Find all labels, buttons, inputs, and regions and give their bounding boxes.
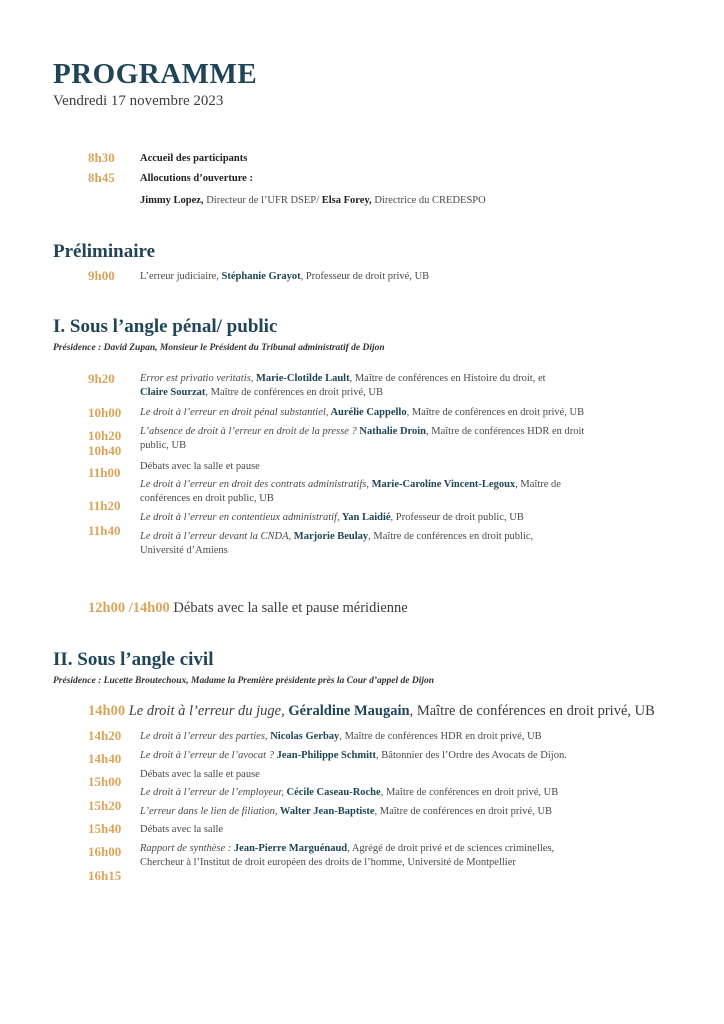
time-label: 15h20 [88, 798, 122, 813]
speaker-role: , Maître de conférences en droit privé, UB [205, 387, 383, 398]
talk-title: Le droit à l’erreur de l’employeur, [140, 787, 284, 798]
session-item [140, 372, 546, 400]
session-item [140, 749, 567, 763]
page-title: PROGRAMME [53, 58, 258, 90]
speaker-name: Jimmy Lopez, [140, 195, 204, 206]
session-item: Débats avec la salle [140, 824, 224, 835]
time-label: 9h20 [88, 371, 115, 386]
speaker-name: Marie-Caroline Vincent-Legoux [368, 479, 516, 490]
talk-title: Error est privatio veritatis, [140, 373, 254, 384]
talk-title: Le droit à l’erreur devant la CNDA, [140, 531, 292, 542]
event-date: Vendredi 17 novembre 2023 [53, 93, 224, 109]
speaker-name: Cécile Caseau-Roche [283, 787, 381, 798]
section-heading: I. Sous l’angle pénal/ public [53, 316, 278, 337]
session-item [140, 406, 584, 420]
opening-speakers [140, 194, 486, 208]
talk-title: Le droit à l’erreur en droit des contrats administratifs, [140, 479, 369, 490]
speaker-name: Jean-Pierre Marguénaud [231, 843, 348, 854]
time-label: 10h00 [88, 405, 122, 420]
talk-title: Rapport de synthèse : [140, 843, 232, 854]
speaker-name: Jean-Philippe Schmitt [273, 750, 377, 761]
break-label: Débats avec la salle et pause méridienne [169, 600, 408, 616]
talk-title: Le droit à l’erreur en contentieux administratif, [140, 512, 340, 523]
session-item [140, 478, 561, 506]
time-label: 15h00 [88, 774, 122, 789]
section-heading: Préliminaire [53, 241, 156, 262]
session-item [140, 511, 524, 525]
speaker-role: Université d’Amiens [140, 545, 228, 556]
time-label: 8h45 [88, 170, 115, 185]
time-label: 14h00 [88, 703, 126, 719]
time-label: 11h20 [88, 498, 121, 513]
presidence-line: Présidence : David Zupan, Monsieur le Président du Tribunal administratif de Dijon [53, 343, 385, 353]
speaker-name: Aurélie Cappello [328, 407, 407, 418]
session-item [88, 703, 655, 720]
talk-title: Le droit à l’erreur en droit pénal substantiel, [140, 407, 329, 418]
speaker-role: , Professeur de droit privé, UB [300, 271, 430, 282]
session-item: Débats avec la salle et pause [140, 461, 260, 472]
opening-speeches-text: Allocutions d’ouverture : [140, 173, 253, 184]
speaker-role: , Maître de conférences en droit privé, UB [409, 703, 655, 719]
time-label: 15h40 [88, 821, 122, 836]
speaker-name: Yan Laidié [339, 512, 391, 523]
speaker-role: public, UB [140, 440, 187, 451]
speaker-name: Marjorie Beulay [291, 531, 369, 542]
speaker-name: Walter Jean-Baptiste [277, 806, 375, 817]
speaker-name: Nicolas Gerbay [267, 731, 340, 742]
talk-title: L’erreur dans le lien de filiation, [140, 806, 278, 817]
time-label: 9h00 [88, 268, 115, 283]
session-item [140, 786, 558, 800]
session-item [140, 730, 542, 744]
speaker-role: , Agrégé de droit privé et de sciences criminelles, [347, 843, 555, 854]
speaker-role: , Maître de conférences en droit public, [368, 531, 534, 542]
speaker-role: , Maître de conférences en droit privé, UB [380, 787, 559, 798]
speaker-name: Stéphanie Grayot [221, 271, 301, 282]
speaker-role: , Maître de conférences HDR en droit privé, UB [339, 731, 542, 742]
speaker-role: , Maître de [515, 479, 561, 490]
talk-title: Le droit à l’erreur de l’avocat ? [140, 750, 274, 761]
session-item [140, 270, 429, 284]
speaker-name: Elsa Forey, [321, 195, 372, 206]
time-label: 14h40 [88, 751, 122, 766]
talk-title: Le droit à l’erreur des parties, [140, 731, 268, 742]
speaker-name: Géraldine Maugain [284, 703, 410, 719]
session-item [140, 530, 533, 558]
time-label: 12h00 /14h00 [88, 600, 170, 616]
time-label: 11h40 [88, 523, 121, 538]
section-heading: II. Sous l’angle civil [53, 649, 214, 670]
speaker-role: conférences en droit public, UB [140, 493, 274, 504]
time-label: 8h30 [88, 150, 115, 165]
session-item [140, 842, 554, 870]
time-label: 10h20 [88, 428, 122, 443]
speaker-name: Claire Sourzat [140, 387, 206, 398]
time-label: 16h15 [88, 868, 122, 883]
talk-title: L’absence de droit à l’erreur en droit de la presse ? [140, 426, 357, 437]
presidence-line: Présidence : Lucette Broutechoux, Madame la Première présidente près la Cour d’appel de Dijon [53, 676, 435, 686]
time-label: 10h40 [88, 443, 122, 458]
talk-title: Le droit à l’erreur du juge, [125, 703, 285, 719]
time-label: 11h00 [88, 465, 121, 480]
speaker-role: , Maître de conférences en droit privé, UB [374, 806, 553, 817]
talk-title: L’erreur judiciaire, [140, 271, 222, 282]
lunch-break [88, 600, 408, 617]
speaker-role: , Maître de conférences HDR en droit [426, 426, 585, 437]
speaker-role: , Maître de conférences en Histoire du droit, et [349, 373, 546, 384]
time-label: 16h00 [88, 844, 122, 859]
session-item: Débats avec la salle et pause [140, 769, 260, 780]
time-label: 14h20 [88, 728, 122, 743]
speaker-role: Directrice du CREDESPO [371, 195, 486, 206]
speaker-name: Nathalie Droin [356, 426, 427, 437]
speaker-role: Directeur de l’UFR DSEP/ [203, 195, 322, 206]
speaker-role: , Professeur de droit public, UB [390, 512, 524, 523]
speaker-role: Chercheur à l’Institut de droit européen des droits de l’homme, Université de Montpellier [140, 857, 516, 868]
welcome-text: Accueil des participants [140, 153, 248, 164]
speaker-role: , Bâtonnier des l’Ordre des Avocats de Dijon. [376, 750, 567, 761]
speaker-role: , Maître de conférences en droit privé, UB [406, 407, 585, 418]
session-item [140, 805, 552, 819]
speaker-name: Marie-Clotilde Lault [253, 373, 350, 384]
session-item [140, 425, 584, 453]
